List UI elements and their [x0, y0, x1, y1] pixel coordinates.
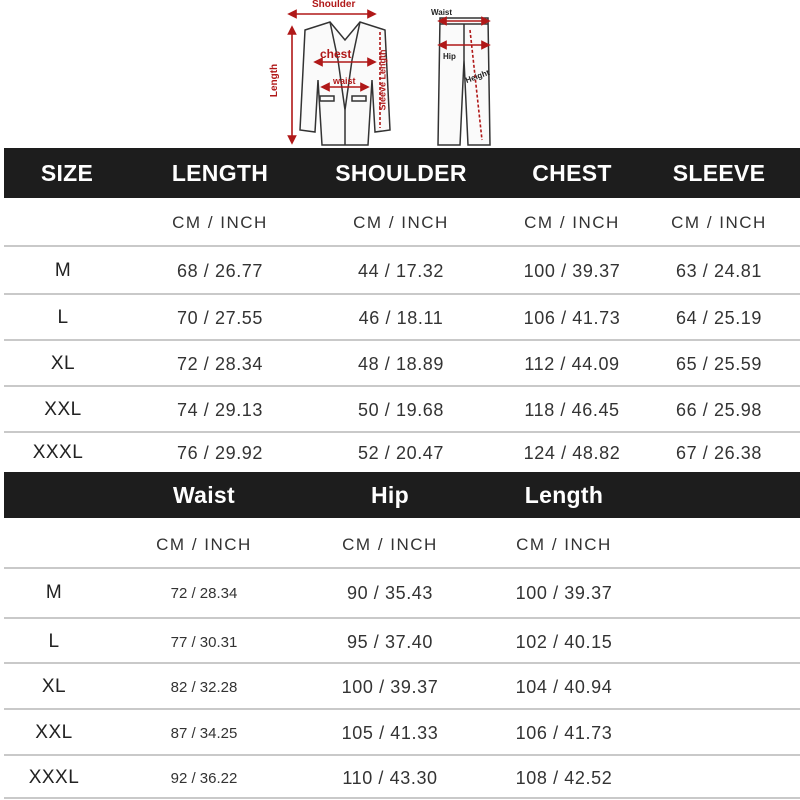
jacket-units-row: [4, 200, 800, 246]
shoulder-value: 44 / 17.32: [357, 260, 445, 281]
unit-sleeve: CM / INCH: [671, 213, 767, 232]
table-row: [4, 757, 800, 799]
sleeve-value: 67 / 26.38: [675, 442, 763, 463]
table-row: [4, 248, 800, 294]
sleeve-value: 66 / 25.98: [675, 399, 763, 420]
pants-label-height: Height: [464, 68, 491, 85]
size-label: XXXL: [32, 442, 84, 463]
table-row: [4, 570, 800, 616]
waist-value: 77 / 30.31: [170, 633, 238, 651]
length-value: 72 / 28.34: [176, 353, 264, 374]
row-divider: [4, 797, 800, 799]
table-row: [4, 342, 800, 386]
pants-icon: [438, 18, 490, 145]
row-divider: [4, 431, 800, 433]
row-divider: [4, 385, 800, 387]
shoulder-value: 46 / 18.11: [358, 307, 444, 328]
size-label: L: [57, 307, 69, 328]
shoulder-value: 50 / 19.68: [357, 399, 445, 420]
size-label: XL: [41, 676, 67, 697]
hip-value: 105 / 41.33: [341, 722, 439, 743]
pants-units-row: [4, 522, 800, 568]
unit-shoulder: CM / INCH: [353, 213, 449, 232]
unit-hip: CM / INCH: [342, 535, 438, 554]
waist-value: 92 / 36.22: [170, 769, 238, 787]
pants-length-value: 100 / 39.37: [515, 582, 613, 603]
pants-table-header: [4, 472, 800, 518]
size-label: XXL: [44, 399, 82, 420]
chest-value: 124 / 48.82: [523, 442, 621, 463]
table-row: [4, 665, 800, 709]
pants-length-value: 106 / 41.73: [515, 722, 613, 743]
header-size: SIZE: [40, 159, 94, 186]
sleeve-value: 65 / 25.59: [675, 353, 763, 374]
row-divider: [4, 754, 800, 756]
row-divider: [4, 617, 800, 619]
hip-value: 110 / 43.30: [342, 767, 438, 788]
waist-value: 72 / 28.34: [170, 584, 238, 602]
table-row: [4, 296, 800, 340]
size-label: L: [48, 631, 60, 652]
table-row: [4, 434, 800, 472]
header-chest: CHEST: [532, 159, 612, 186]
size-label: M: [45, 582, 63, 603]
header-pants-length: Length: [524, 481, 604, 508]
pants-length-value: 108 / 42.52: [515, 767, 613, 788]
length-value: 76 / 29.92: [176, 442, 264, 463]
shoulder-value: 52 / 20.47: [357, 442, 445, 463]
pants-length-value: 104 / 40.94: [515, 676, 613, 697]
waist-value: 82 / 32.28: [170, 678, 238, 696]
unit-length: CM / INCH: [172, 213, 268, 232]
waist-value: 87 / 34.25: [170, 724, 238, 742]
sleeve-value: 63 / 24.81: [675, 260, 763, 281]
header-hip: Hip: [371, 481, 409, 508]
hip-value: 90 / 35.43: [346, 582, 434, 603]
chest-value: 100 / 39.37: [523, 260, 621, 281]
diagram-label-waist: waist: [333, 76, 356, 86]
chest-value: 106 / 41.73: [523, 307, 621, 328]
length-value: 68 / 26.77: [176, 260, 264, 281]
row-divider: [4, 662, 800, 664]
size-label: XXL: [35, 722, 73, 743]
size-label: M: [54, 260, 72, 281]
row-divider: [4, 293, 800, 295]
length-value: 70 / 27.55: [176, 307, 264, 328]
length-value: 74 / 29.13: [176, 399, 264, 420]
header-shoulder: SHOULDER: [335, 159, 467, 186]
diagram-label-chest: chest: [320, 47, 352, 61]
jacket-table-header: [4, 148, 800, 198]
table-row: [4, 620, 800, 664]
sleeve-value: 64 / 25.19: [675, 307, 763, 328]
unit-waist: CM / INCH: [156, 535, 252, 554]
header-length: LENGTH: [171, 159, 269, 186]
header-sleeve: SLEEVE: [672, 159, 766, 186]
diagram-label-shoulder: Shoulder: [312, 0, 356, 10]
shoulder-value: 48 / 18.89: [357, 353, 445, 374]
chest-value: 118 / 46.45: [524, 399, 620, 420]
measurement-diagrams: [0, 0, 800, 148]
unit-chest: CM / INCH: [524, 213, 620, 232]
header-waist: Waist: [173, 481, 235, 508]
hip-value: 95 / 37.40: [346, 631, 434, 652]
pants-length-value: 102 / 40.15: [515, 631, 613, 652]
diagram-label-length: Length: [269, 63, 281, 98]
size-label: XL: [50, 353, 76, 374]
table-row: [4, 711, 800, 755]
diagram-label-sleeve-length: Sleeve Length: [377, 49, 388, 111]
unit-pants-length: CM / INCH: [516, 535, 612, 554]
row-divider: [4, 708, 800, 710]
pants-label-hip: Hip: [443, 52, 456, 61]
diagram-drawing: [0, 0, 800, 148]
size-label: XXXL: [28, 767, 80, 788]
chest-value: 112 / 44.09: [524, 353, 620, 374]
row-divider: [4, 245, 800, 247]
hip-value: 100 / 39.37: [341, 676, 439, 697]
row-divider: [4, 567, 800, 569]
row-divider: [4, 339, 800, 341]
table-row: [4, 388, 800, 432]
pants-label-waist: Waist: [431, 8, 453, 17]
